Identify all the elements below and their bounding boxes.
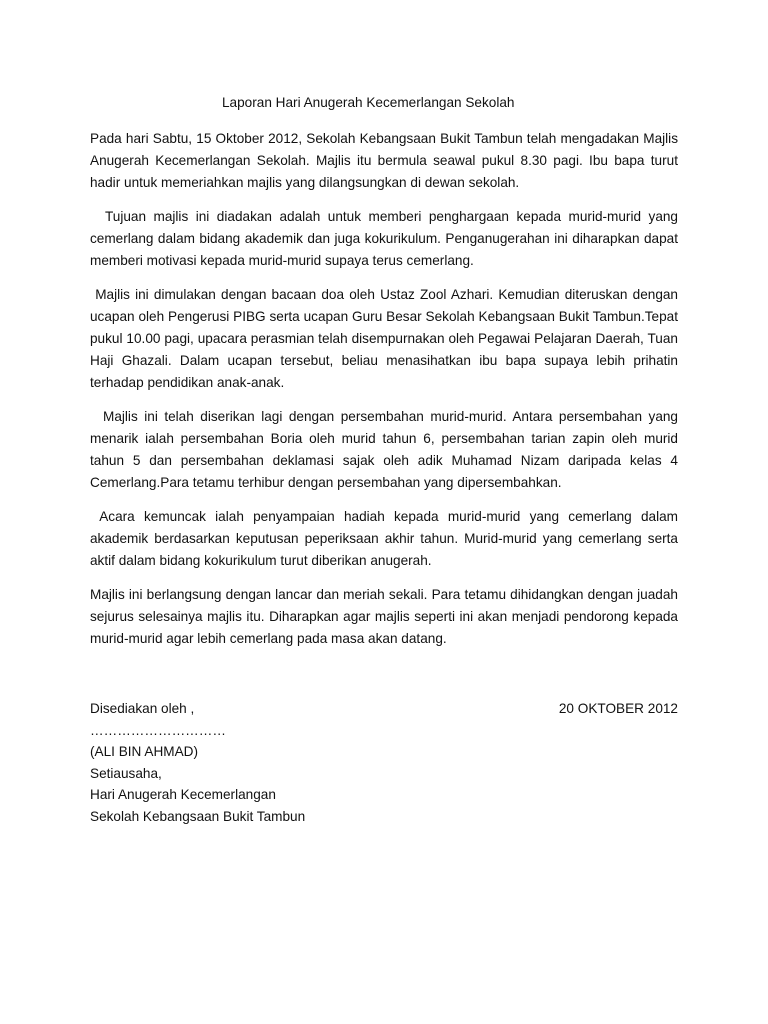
paragraph-2: Tujuan majlis ini diadakan adalah untuk memberi penghargaan kepada murid-murid yang cemerlang dalam bidang akademik dan juga kokurikulum. Penganugerahan ini diharapkan dapat memberi motivasi kepada murid-murid supaya terus cemerlang. bbox=[90, 209, 682, 268]
signature-block bbox=[90, 698, 305, 827]
document-body bbox=[90, 128, 682, 662]
signatory-event: Hari Anugerah Kecemerlangan bbox=[90, 787, 276, 802]
paragraph-1: Pada hari Sabtu, 15 Oktober 2012, Sekolah Kebangsaan Bukit Tambun telah mengadakan Majlis Anugerah Kecemerlangan Sekolah. Majlis itu bermula seawal pukul 8.30 pagi. Ibu bapa turut hadir untuk memeriahkan majlis yang dilangsungkan di dewan sekolah. bbox=[90, 131, 682, 190]
document-title: Laporan Hari Anugerah Kecemerlangan Sekolah bbox=[222, 95, 515, 110]
signatory-school: Sekolah Kebangsaan Bukit Tambun bbox=[90, 808, 306, 824]
paragraph-6: Majlis ini berlangsung dengan lancar dan meriah sekali. Para tetamu dihidangkan dengan juadah sejurus selesainya majlis itu. Diharapkan agar majlis seperti ini akan menjadi pendorong kepada murid-murid agar lebih cemerlang pada masa akan datang. bbox=[90, 587, 682, 646]
paragraph-4: Majlis ini telah diserikan lagi dengan persembahan murid-murid. Antara persembahan yang menarik ialah persembahan Boria oleh murid tahun 6, persembahan tarian zapin oleh murid tahun 5 dan persembahan deklamasi sajak oleh adik Muhamad Nizam daripada kelas 4 Cemerlang.Para tetamu terhibur dengan persembahan yang dipersembahkan. bbox=[90, 409, 682, 490]
signatory-position: Setiausaha, bbox=[90, 765, 162, 781]
signature-line: ………………………… bbox=[90, 722, 226, 738]
report-date: 20 OKTOBER 2012 bbox=[558, 701, 678, 716]
signatory-name: (ALI BIN AHMAD) bbox=[90, 744, 199, 759]
prepared-by-label: Disediakan oleh , bbox=[90, 701, 195, 716]
paragraph-5: Acara kemuncak ialah penyampaian hadiah kepada murid-murid yang cemerlang dalam akademik berdasarkan keputusan peperiksaan akhir tahun. Murid-murid yang cemerlang serta aktif dalam bidang kokurikulum turut diberikan anugerah. bbox=[90, 509, 682, 568]
paragraph-3: Majlis ini dimulakan dengan bacaan doa oleh Ustaz Zool Azhari. Kemudian diteruskan dengan ucapan oleh Pengerusi PIBG serta ucapan Guru Besar Sekolah Kebangsaan Bukit Tambun.Tepat pukul 10.00 pagi, upacara perasmian telah disempurnakan oleh Pegawai Pelajaran Daerah, Tuan Haji Ghazali. Dalam ucapan tersebut, beliau menasihatkan ibu bapa supaya lebih prihatin terhadap pendidikan anak-anak. bbox=[90, 287, 682, 390]
